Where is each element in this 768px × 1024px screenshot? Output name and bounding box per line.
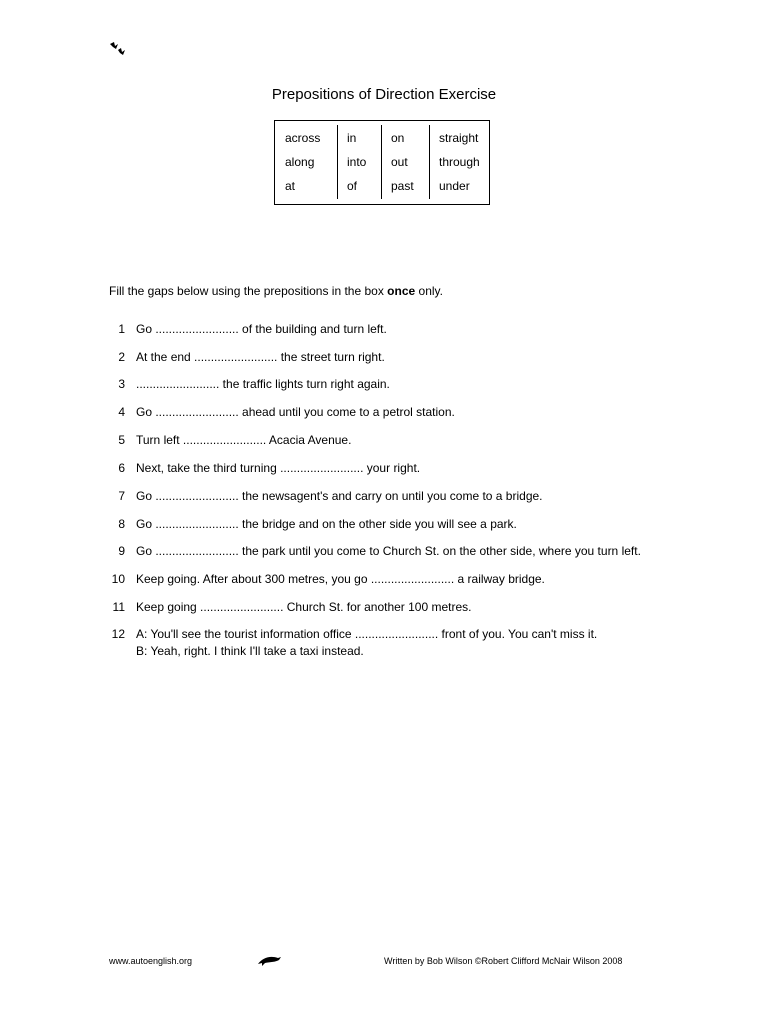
exercise-number: 6 (118, 461, 125, 475)
exercise-number: 4 (118, 405, 125, 419)
exercise-text: Keep going. After about 300 metres, you go ......................... a railway bridge. (136, 572, 545, 586)
exercise-number: 7 (118, 489, 125, 503)
word-box-word: at (285, 179, 296, 193)
footer-credit: Written by Bob Wilson ©Robert Clifford McNair Wilson 2008 (384, 956, 623, 966)
exercise-number: 1 (118, 322, 125, 336)
exercise-number: 5 (118, 433, 125, 447)
exercise-text: Go ......................... the newsagent's and carry on until you come to a bridge. (136, 489, 543, 503)
exercise-number: 11 (112, 600, 125, 614)
word-box-word: straight (439, 131, 479, 145)
exercise-text: Next, take the third turning ......................... your right. (136, 461, 421, 475)
exercise-text: A: You'll see the tourist information office ......................... front of you. You can't miss it. (136, 627, 598, 641)
preposition-word-box (274, 120, 490, 205)
word-box-divider (337, 125, 338, 199)
word-box-word: through (439, 155, 480, 169)
exercise-number: 3 (118, 377, 125, 391)
exercise-text: At the end ......................... the street turn right. (136, 350, 385, 364)
word-box-word: out (391, 155, 408, 169)
exercise-text-second-line: B: Yeah, right. I think I'll take a taxi instead. (136, 644, 364, 658)
instructions-text: Fill the gaps below using the prepositions in the box (109, 284, 388, 298)
word-box-word: past (391, 179, 414, 193)
dolphin-logo-icon (256, 952, 282, 968)
page-title: Prepositions of Direction Exercise (271, 86, 497, 103)
word-box-word: of (347, 179, 358, 193)
exercise-text: Go ......................... the park until you come to Church St. on the other side, where you turn left. (136, 544, 641, 558)
footer-website: www.autoenglish.org (109, 956, 193, 966)
word-box-word: on (391, 131, 405, 145)
word-box-word: across (285, 131, 321, 145)
exercise-text: Go ......................... of the building and turn left. (136, 322, 387, 336)
birds-logo-icon (108, 40, 128, 58)
exercise-text: Keep going ......................... Church St. for another 100 metres. (136, 600, 472, 614)
exercise-text: Turn left ......................... Acacia Avenue. (136, 433, 352, 447)
exercise-text: ......................... the traffic lights turn right again. (136, 377, 390, 391)
instructions-emphasis: once (387, 284, 416, 298)
instructions (109, 284, 443, 298)
exercise-text: Go ......................... the bridge and on the other side you will see a park. (136, 517, 517, 531)
exercise-text: Go ......................... ahead until you come to a petrol station. (136, 405, 455, 419)
exercise-number: 8 (118, 517, 125, 531)
exercise-number: 12 (111, 627, 125, 641)
word-box-word: under (439, 179, 470, 193)
exercise-number: 2 (118, 350, 125, 364)
exercise-number: 10 (111, 572, 125, 586)
exercise-number: 9 (118, 544, 125, 558)
word-box-word: in (347, 131, 357, 145)
word-box-word: along (285, 155, 315, 169)
instructions-text-end: only. (415, 284, 443, 298)
word-box-divider (429, 125, 430, 199)
word-box-word: into (347, 155, 367, 169)
word-box-divider (381, 125, 382, 199)
